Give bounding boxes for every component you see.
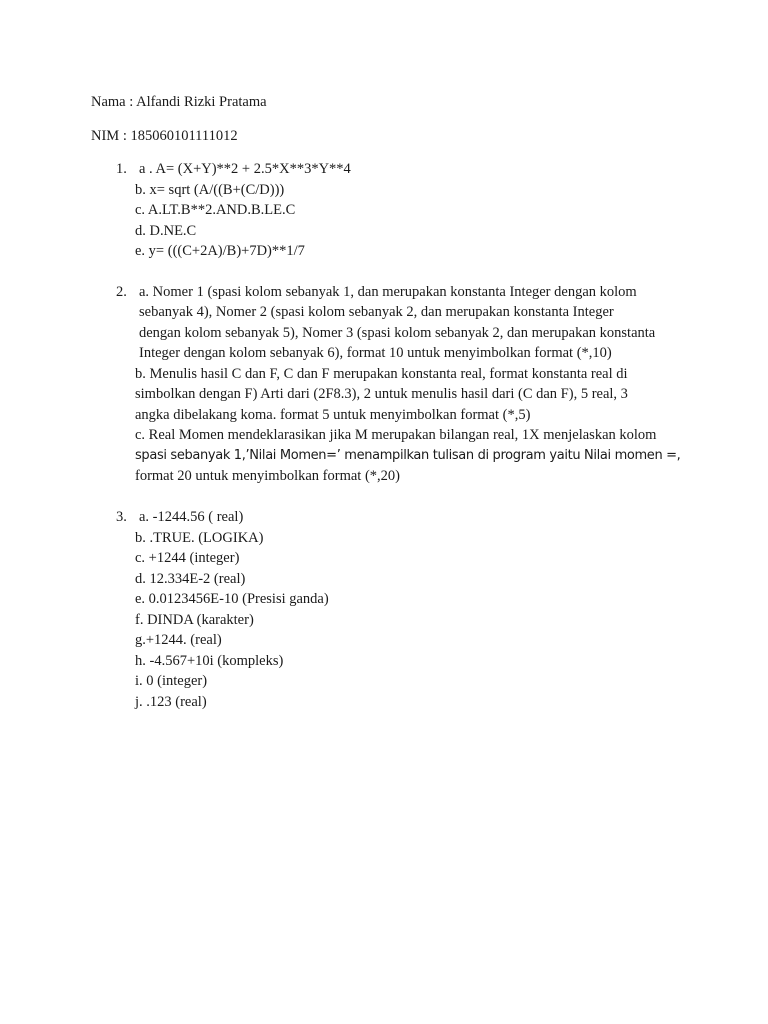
- section-2-number: 2.: [116, 284, 127, 300]
- section-3-item-d: d. 12.334E-2 (real): [135, 571, 246, 587]
- section-2-line: c. Real Momen mendeklarasikan jika M merupakan bilangan real, 1X menjelaskan kolom: [135, 427, 657, 443]
- section-1-item-b: b. x= sqrt (A/((B+(C/D))): [135, 182, 285, 198]
- section-3-item-c: c. +1244 (integer): [135, 550, 240, 566]
- section-2-line: sebanyak 4), Nomer 2 (spasi kolom sebanyak 2, dan merupakan konstanta Integer: [139, 304, 614, 320]
- section-3-item-i: i. 0 (integer): [135, 673, 208, 689]
- section-3-item-e: e. 0.0123456E-10 (Presisi ganda): [135, 591, 329, 607]
- section-2-line: spasi sebanyak 1,’Nilai Momen=’ menampilkan tulisan di program yaitu Nilai momen =,: [135, 448, 681, 463]
- section-2-line: Integer dengan kolom sebanyak 6), format 10 untuk menyimbolkan format (*,10): [139, 345, 612, 361]
- section-3-number: 3.: [116, 509, 127, 525]
- section-3-item-h: h. -4.567+10i (kompleks): [135, 653, 284, 669]
- section-3-item-g: g.+1244. (real): [135, 632, 222, 648]
- section-1-number: 1.: [116, 161, 127, 177]
- section-3-item-f: f. DINDA (karakter): [135, 612, 254, 628]
- section-3-item-j: j. .123 (real): [135, 694, 207, 710]
- section-2-line: a. Nomer 1 (spasi kolom sebanyak 1, dan merupakan konstanta Integer dengan kolom: [139, 284, 637, 300]
- section-2-line: angka dibelakang koma. format 5 untuk menyimbolkan format (*,5): [135, 407, 531, 423]
- section-3-item-b: b. .TRUE. (LOGIKA): [135, 530, 264, 546]
- section-2-line: format 20 untuk menyimbolkan format (*,20): [135, 468, 400, 484]
- student-name: Nama : Alfandi Rizki Pratama: [91, 94, 267, 110]
- section-1-item-d: d. D.NE.C: [135, 223, 197, 239]
- section-2-line: b. Menulis hasil C dan F, C dan F merupakan konstanta real, format konstanta real di: [135, 366, 628, 382]
- section-3-item-a: a. -1244.56 ( real): [139, 509, 244, 525]
- student-nim: NIM : 185060101111012: [91, 128, 238, 144]
- section-2-line: dengan kolom sebanyak 5), Nomer 3 (spasi kolom sebanyak 2, dan merupakan konstanta: [139, 325, 656, 341]
- section-2-line: simbolkan dengan F) Arti dari (2F8.3), 2 untuk menulis hasil dari (C dan F), 5 real, 3: [135, 386, 628, 402]
- section-1-item-c: c. A.LT.B**2.AND.B.LE.C: [135, 202, 296, 218]
- section-1-item-e: e. y= (((C+2A)/B)+7D)**1/7: [135, 243, 305, 259]
- section-1-item-a: a . A= (X+Y)**2 + 2.5*X**3*Y**4: [139, 161, 351, 177]
